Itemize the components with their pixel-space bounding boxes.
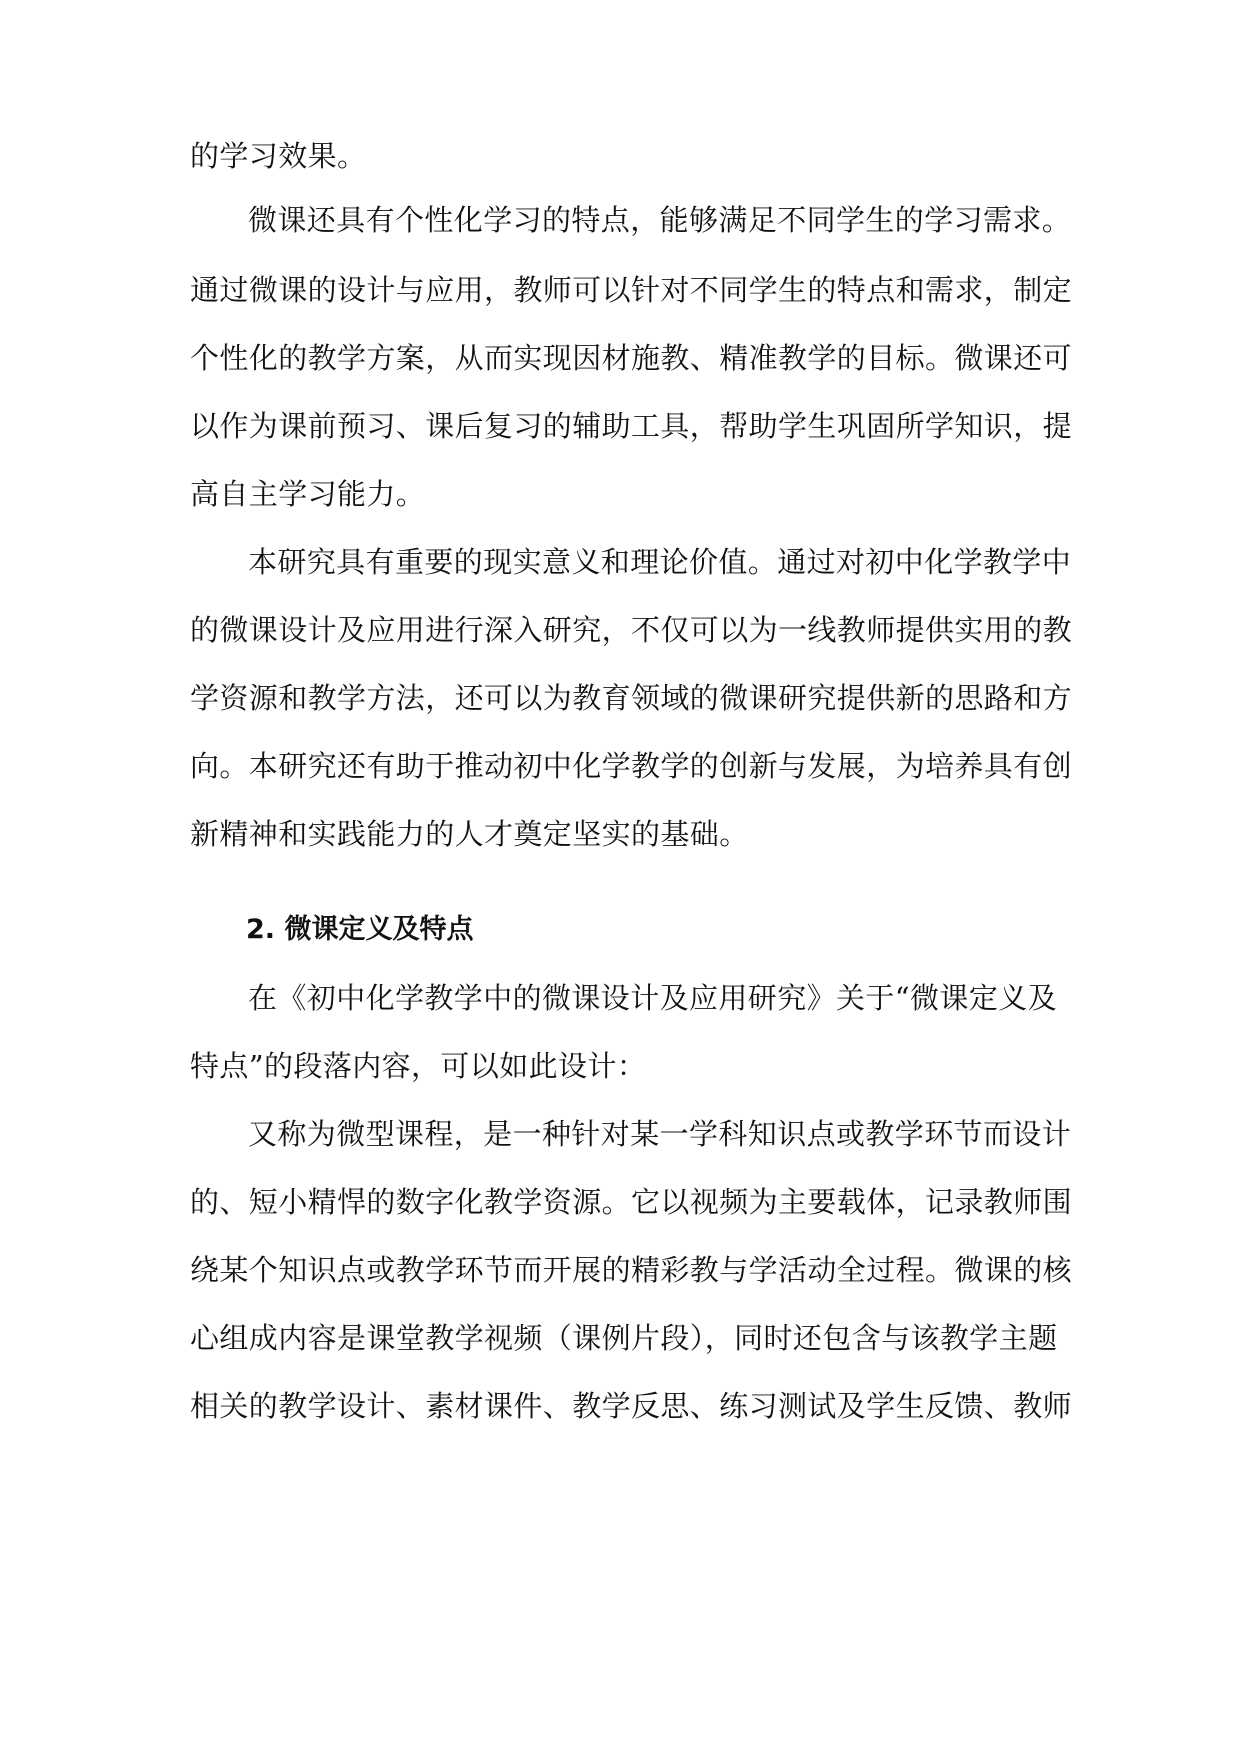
text-line: 的微课设计及应用进行深入研究，不仅可以为一线教师提供实用的教 bbox=[190, 613, 1073, 647]
text-line: 相关的教学设计、素材课件、教学反思、练习测试及学生反馈、教师 bbox=[190, 1389, 1073, 1423]
text-line: 的、短小精悍的数字化教学资源。它以视频为主要载体，记录教师围 bbox=[190, 1185, 1073, 1219]
text-line: 心组成内容是课堂教学视频（课例片段），同时还包含与该教学主题 bbox=[190, 1321, 1058, 1355]
text-line: 通过微课的设计与应用，教师可以针对不同学生的特点和需求，制定 bbox=[190, 273, 1073, 307]
text-line: 新精神和实践能力的人才奠定坚实的基础。 bbox=[190, 817, 749, 851]
text-line: 个性化的教学方案，从而实现因材施教、精准教学的目标。微课还可 bbox=[190, 341, 1073, 375]
text-line: 绕某个知识点或教学环节而开展的精彩教与学活动全过程。微课的核 bbox=[190, 1253, 1073, 1287]
text-line: 学资源和教学方法，还可以为教育领域的微课研究提供新的思路和方 bbox=[190, 681, 1073, 715]
text-line: 在《初中化学教学中的微课设计及应用研究》关于“微课定义及 bbox=[248, 981, 1058, 1015]
text-line: 向。本研究还有助于推动初中化学教学的创新与发展，为培养具有创 bbox=[190, 749, 1073, 783]
text-line: 微课还具有个性化学习的特点，能够满足不同学生的学习需求。 bbox=[248, 203, 1072, 237]
section-heading: 2. 微课定义及特点 bbox=[246, 914, 474, 945]
text-line: 特点”的段落内容，可以如此设计： bbox=[190, 1049, 647, 1083]
text-line: 又称为微型课程，是一种针对某一学科知识点或教学环节而设计 bbox=[248, 1117, 1072, 1151]
text-line: 以作为课前预习、课后复习的辅助工具，帮助学生巩固所学知识，提 bbox=[190, 409, 1073, 443]
text-line: 的学习效果。 bbox=[190, 139, 367, 173]
text-line: 高自主学习能力。 bbox=[190, 477, 426, 511]
text-line: 本研究具有重要的现实意义和理论价值。通过对初中化学教学中 bbox=[248, 545, 1072, 579]
